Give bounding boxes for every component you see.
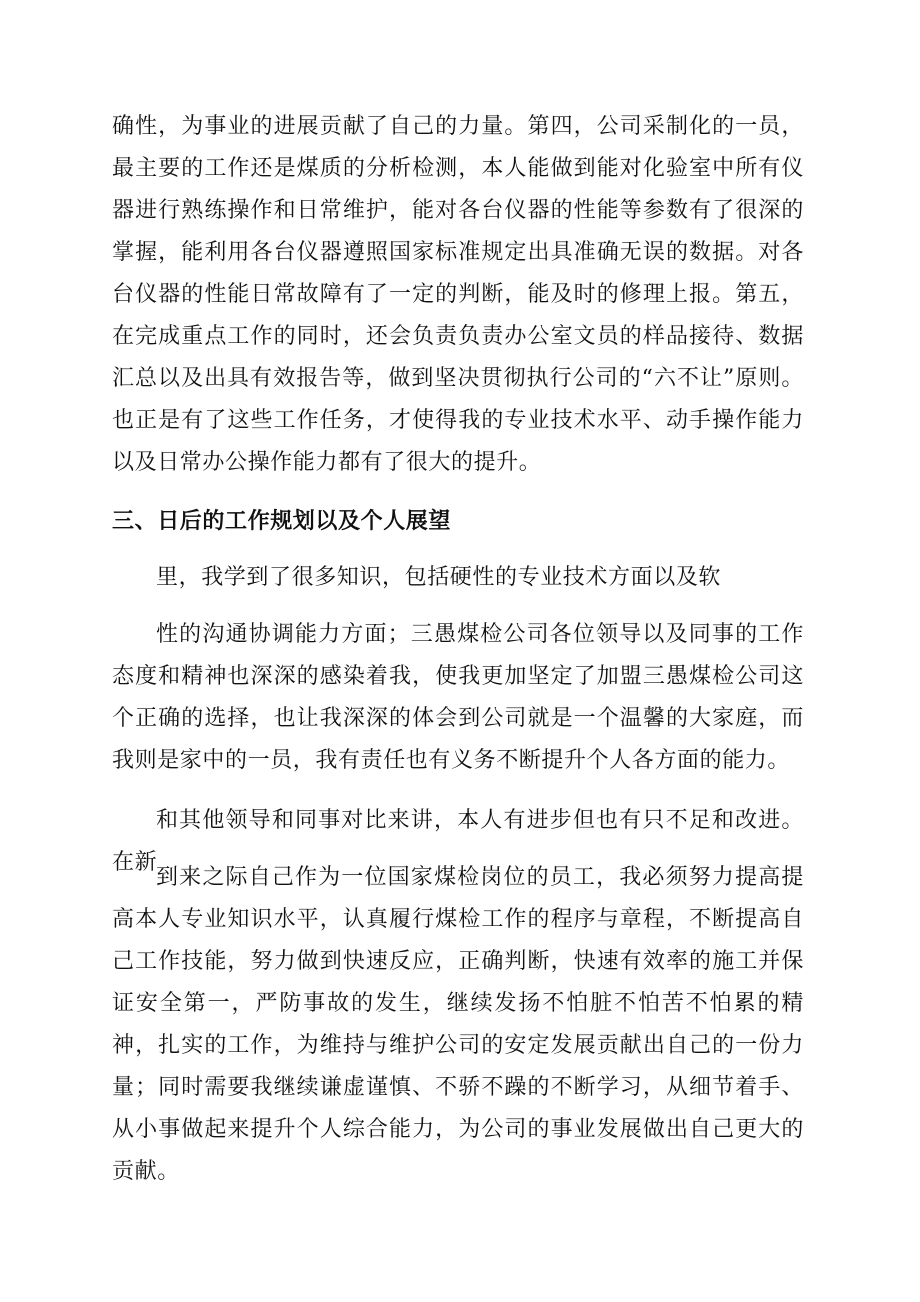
paragraph-learning: 里，我学到了很多知识，包括硬性的专业技术方面以及软 — [156, 565, 722, 590]
section-heading-future-plan: 三、日后的工作规划以及个人展望 — [112, 508, 452, 534]
paragraph-work-summary: 确性，为事业的进展贡献了自己的力量。第四，公司采制化的一员，最主要的工作还是煤质的分析检测，本人能做到能对化验室中所有仪器进行熟练操作和日常维护，能对各台仪器的性能等参数有了很深的掌握，能利用各台仪器遵照国家标准规定出具准确无误的数据。对各台仪器的性能日常故障有了一定的判断，能及时的修理上报。第五，在完成重点工作的同时，还会负责负责办公室文员的样品接待、数据汇总以及出具有效报告等，做到坚决贯彻执行公司的“六不让”原则。也正是有了这些工作任务，才使得我的专业技术水平、动手操作能力以及日常办公操作能力都有了很大的提升。 — [112, 114, 804, 475]
paragraph-comparison: 和其他领导和同事对比来讲，本人有进步但也有只不足和改进。在新 — [112, 808, 804, 875]
paragraph-communication: 性的沟通协调能力方面；三愚煤检公司各位领导以及同事的工作态度和精神也深深的感染着我，使我更加坚定了加盟三愚煤检公司这个正确的选择，也让我深深的体会到公司就是一个温馨的大家庭，而我则是家中的一员，我有责任也有义务不断提升个人各方面的能力。 — [112, 622, 804, 773]
paragraph-outlook: 到来之际自己作为一位国家煤检岗位的员工，我必须努力提高提高本人专业知识水平，认真履行煤检工作的程序与章程，不断提高自己工作技能，努力做到快速反应，正确判断，快速有效率的施工并保证安全第一，严防事故的发生，继续发扬不怕脏不怕苦不怕累的精神，扎实的工作，为维持与维护公司的安定发展贡献出自己的一份力量；同时需要我继续谦虚谨慎、不骄不躁的不断学习，从细节着手、从小事做起来提升个人综合能力，为公司的事业发展做出自己更大的贡献。 — [112, 865, 804, 1184]
